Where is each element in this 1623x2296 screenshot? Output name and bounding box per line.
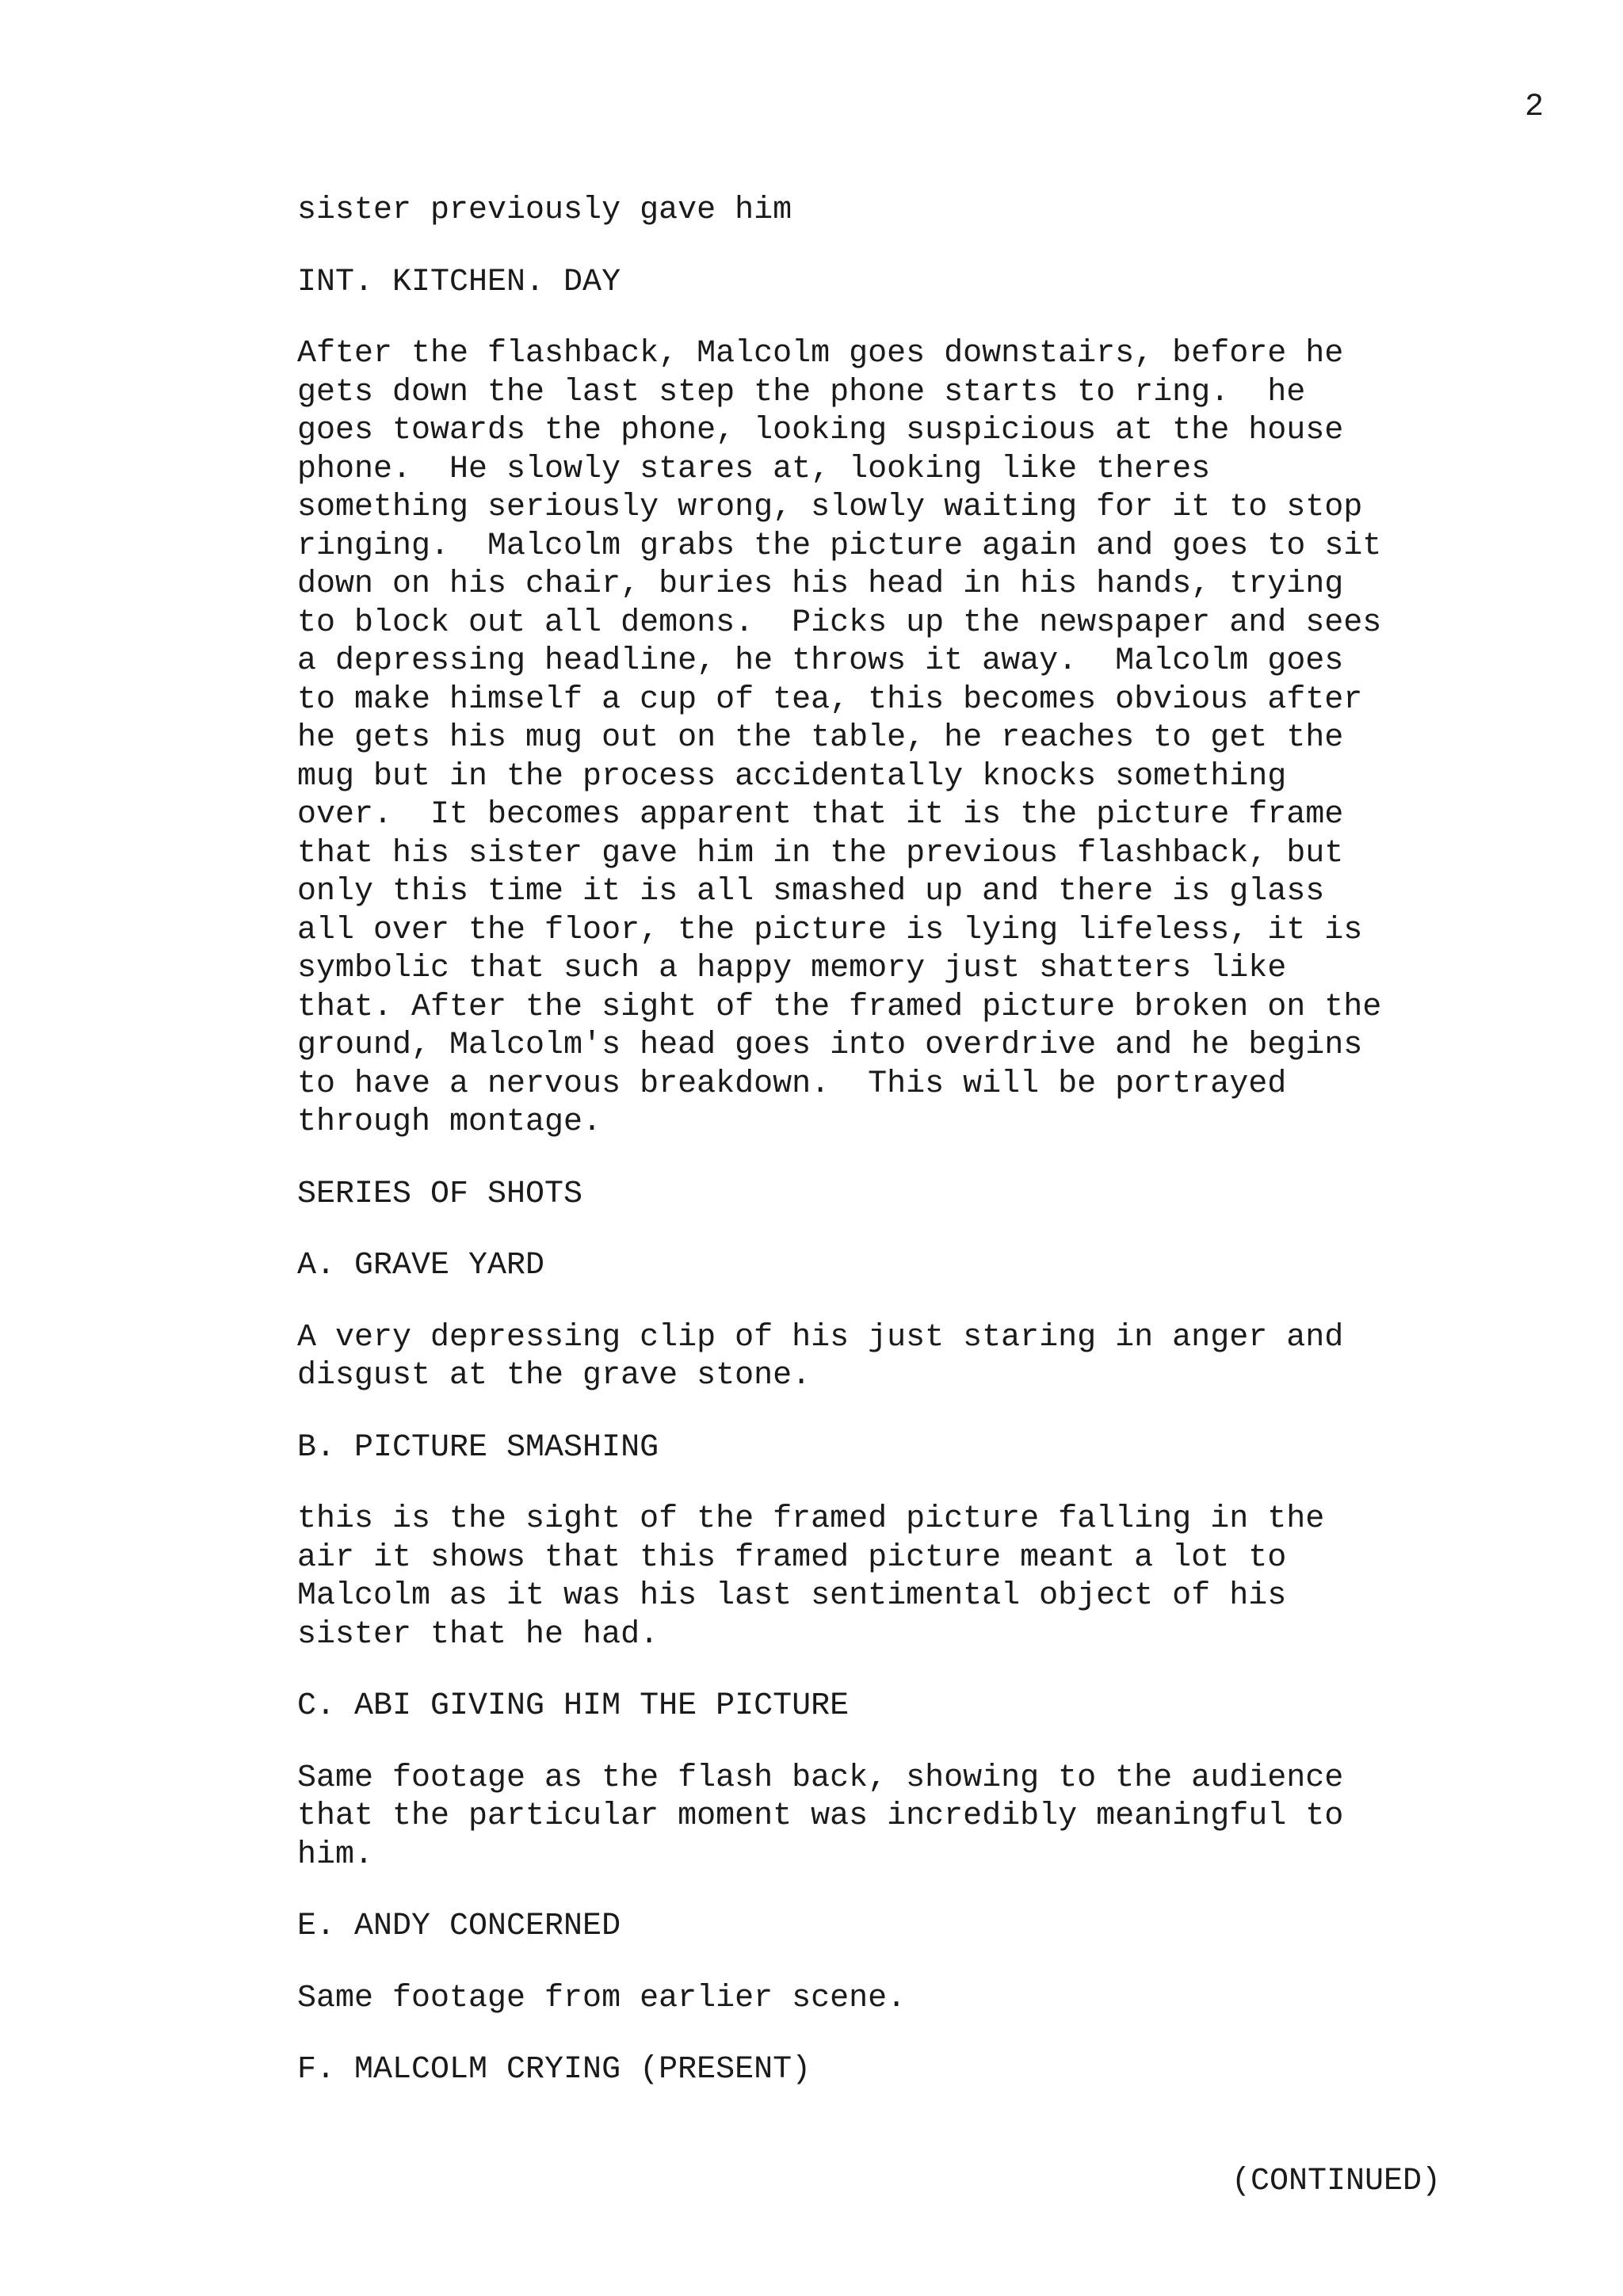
- text-line: that his sister gave him in the previous flashback, but: [297, 835, 1344, 871]
- action-paragraph: [297, 1501, 1486, 1654]
- text-line: Same footage as the flash back, showing to the audience: [297, 1760, 1344, 1796]
- text-line: Malcolm as it was his last sentimental object of his: [297, 1578, 1287, 1614]
- text-line: SERIES OF SHOTS: [297, 1176, 583, 1212]
- text-line: this is the sight of the framed picture falling in the: [297, 1501, 1325, 1537]
- text-line: that. After the sight of the framed picture broken on the: [297, 989, 1382, 1025]
- scene-heading: [297, 1688, 1486, 1726]
- text-line: over. It becomes apparent that it is the picture frame: [297, 797, 1344, 833]
- text-line: INT. KITCHEN. DAY: [297, 264, 621, 300]
- scene-heading: [297, 1908, 1486, 1947]
- text-line: E. ANDY CONCERNED: [297, 1909, 621, 1944]
- text-line: B. PICTURE SMASHING: [297, 1429, 659, 1466]
- continued-marker: (CONTINUED): [1232, 2164, 1442, 2199]
- text-line: he gets his mug out on the table, he reaches to get the: [297, 720, 1344, 756]
- text-line: that the particular moment was incredibly meaningful to: [297, 1798, 1344, 1834]
- scene-heading: [297, 1247, 1486, 1286]
- scene-heading: [297, 1176, 1486, 1215]
- text-line: air it shows that this framed picture meant a lot to: [297, 1539, 1287, 1576]
- text-line: ground, Malcolm's head goes into overdrive and he begins: [297, 1028, 1363, 1063]
- text-line: down on his chair, buries his head in his hands, trying: [297, 566, 1344, 602]
- text-line: disgust at the grave stone.: [297, 1358, 812, 1394]
- script-body: [297, 192, 1486, 2123]
- scene-heading: [297, 2051, 1486, 2090]
- text-line: symbolic that such a happy memory just shatters like: [297, 951, 1287, 986]
- action-paragraph: [297, 192, 1486, 231]
- text-line: A. GRAVE YARD: [297, 1248, 545, 1283]
- action-paragraph: [297, 1760, 1486, 1875]
- action-paragraph: [297, 1980, 1486, 2019]
- text-line: something seriously wrong, slowly waiting for it to stop: [297, 490, 1363, 525]
- text-line: F. MALCOLM CRYING (PRESENT): [297, 2052, 812, 2088]
- action-paragraph: [297, 335, 1486, 1142]
- text-line: phone. He slowly stares at, looking like theres: [297, 451, 1211, 487]
- text-line: sister that he had.: [297, 1616, 659, 1653]
- text-line: gets down the last step the phone starts to ring. he: [297, 374, 1306, 410]
- text-line: through montage.: [297, 1104, 602, 1140]
- text-line: to make himself a cup of tea, this becomes obvious after: [297, 681, 1363, 718]
- text-line: ringing. Malcolm grabs the picture again and goes to sit: [297, 528, 1382, 564]
- text-line: all over the floor, the picture is lying lifeless, it is: [297, 912, 1363, 948]
- action-paragraph: [297, 1319, 1486, 1396]
- text-line: mug but in the process accidentally knocks something: [297, 758, 1287, 795]
- text-line: only this time it is all smashed up and there is glass: [297, 874, 1325, 910]
- text-line: C. ABI GIVING HIM THE PICTURE: [297, 1688, 850, 1724]
- text-line: sister previously gave him: [297, 193, 792, 228]
- text-line: him.: [297, 1836, 374, 1873]
- text-line: goes towards the phone, looking suspicious at the house: [297, 413, 1344, 448]
- text-line: to have a nervous breakdown. This will be portrayed: [297, 1066, 1287, 1102]
- page-number: 2: [1524, 90, 1544, 125]
- text-line: a depressing headline, he throws it away. Malcolm goes: [297, 643, 1344, 679]
- scene-heading: [297, 1429, 1486, 1468]
- scene-heading: [297, 264, 1486, 303]
- text-line: Same footage from earlier scene.: [297, 1980, 907, 2016]
- text-line: to block out all demons. Picks up the newspaper and sees: [297, 605, 1382, 641]
- text-line: After the flashback, Malcolm goes downstairs, before he: [297, 336, 1344, 372]
- text-line: A very depressing clip of his just staring in anger and: [297, 1319, 1344, 1356]
